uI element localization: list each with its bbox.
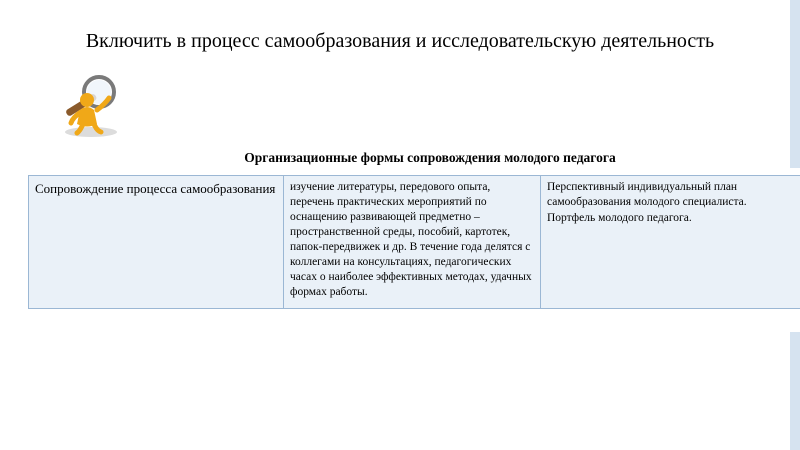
section-subtitle: Организационные формы сопровождения молодого педагога (244, 150, 616, 165)
table-row (29, 176, 800, 309)
decorative-edge-bar-top (790, 0, 800, 168)
decorative-edge-bar-bottom (790, 332, 800, 450)
result-line-2: Портфель молодого педагога. (547, 211, 692, 224)
table-cell-form-name: Сопровождение процесса самообразования (29, 176, 284, 309)
result-line-1: Перспективный индивидуальный план самообразования молодого специалиста. (547, 181, 747, 208)
table-cell-content: изучение литературы, передового опыта, перечень практических мероприятий по оснащению развивающей предметно – пространственной среды, пособий, картотек, папок-передвижек и др. В течение года делятся с коллегами на консультациях, педагогических часах о наиболее эффективных методах, удачных формах работы. (284, 176, 541, 309)
slide-title: Включить в процесс самообразования и исследовательскую деятельность (85, 30, 715, 52)
organizational-forms-table (28, 175, 800, 309)
table-cell-result (541, 176, 800, 309)
magnifier-person-illustration (47, 62, 133, 148)
